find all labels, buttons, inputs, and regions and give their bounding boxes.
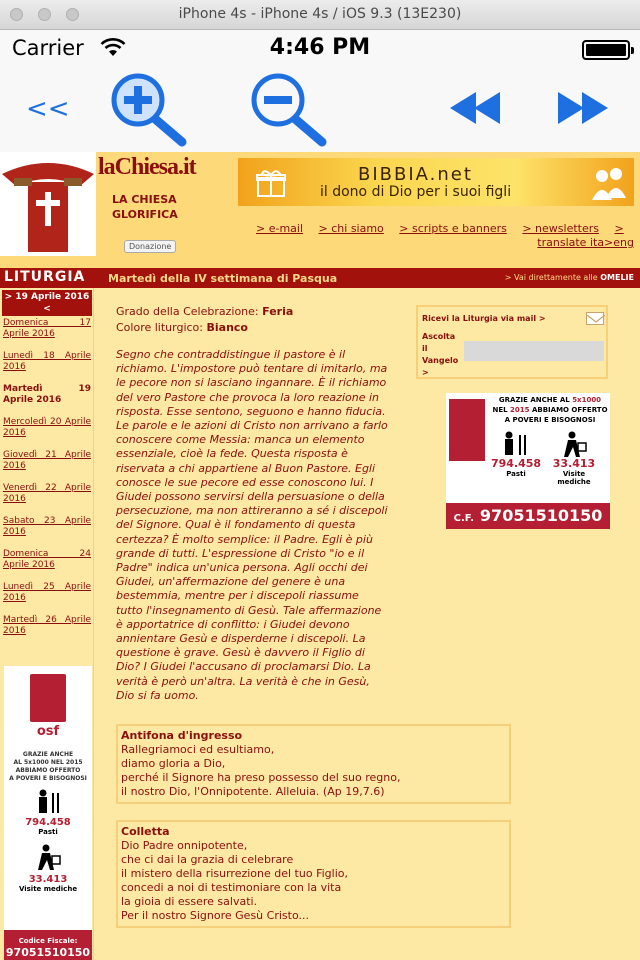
visits-stat <box>546 431 602 486</box>
osf-text <box>4 751 92 783</box>
celebration-grade <box>116 304 388 320</box>
tagline-line-2: GLORIFICA <box>112 208 178 221</box>
zoom-in-icon[interactable] <box>108 72 190 148</box>
osf-line: ABBIAMO OFFERTO <box>15 767 81 774</box>
meal-person-icon <box>34 789 62 813</box>
osf-line: NEL <box>492 406 508 414</box>
web-page <box>0 152 640 960</box>
app-toolbar <box>0 68 640 152</box>
rewind-icon[interactable] <box>450 92 502 124</box>
osf-line-accent: 2015 <box>510 406 530 414</box>
carrier-label: Carrier <box>12 36 84 60</box>
omelie-label: OMELIE <box>600 273 634 282</box>
day-title: Martedì della IV settimana di Pasqua <box>108 272 338 285</box>
day-link[interactable]: Giovedì 21 Aprile 2016 <box>3 450 91 471</box>
meals-stat <box>488 431 544 478</box>
listen-gospel-line: > <box>422 368 429 377</box>
visits-label: Visite mediche <box>557 470 591 486</box>
color-value: Bianco <box>206 321 248 334</box>
banner-subtitle: il dono di Dio per i suoi figli <box>320 184 512 200</box>
current-date[interactable] <box>2 290 92 316</box>
fast-forward-icon[interactable] <box>558 92 610 124</box>
audio-player[interactable] <box>464 341 604 361</box>
brand-title[interactable]: laChiesa.it <box>98 154 196 180</box>
envelope-icon[interactable] <box>586 312 604 325</box>
omelie-link[interactable] <box>505 273 634 282</box>
day-link[interactable]: Lunedì 25 Aprile 2016 <box>3 582 91 603</box>
tagline-line-1: LA CHIESA <box>112 193 177 206</box>
visits-label: Visite mediche <box>18 885 78 893</box>
section-bar <box>0 268 640 288</box>
gift-icon <box>256 168 286 198</box>
listen-gospel-line: Ascolta <box>422 332 456 341</box>
link-translate[interactable]: translate ita>eng <box>537 236 634 249</box>
colletta-text: Dio Padre onnipotente, che ci dai la grazia di celebrare il mistero della risurrezione del tuo Figlio, concedi a noi di testimoniare con la vita la gioia di essere salvati. Per il nostro Signore Gesù Cristo... <box>121 839 348 922</box>
meal-person-icon <box>500 431 530 455</box>
mail-subscription-box <box>416 305 608 379</box>
fiscal-code-label: Codice Fiscale: <box>18 937 78 945</box>
meals-label: Pasti <box>38 828 58 836</box>
link-arrow[interactable]: > <box>614 222 624 235</box>
tagline <box>112 192 178 222</box>
day-current: Martedì 19 Aprile 2016 <box>3 384 91 405</box>
current-date-label: > 19 Aprile 2016 <box>4 292 90 302</box>
osf-banner-right[interactable] <box>446 393 610 529</box>
antifona-title: Antifona d'ingresso <box>121 729 243 742</box>
top-links <box>256 222 640 250</box>
day-link[interactable]: Domenica 24 Aprile 2016 <box>3 549 91 570</box>
listen-gospel-line: Vangelo <box>422 356 459 365</box>
visits-value: 33.413 <box>28 874 68 885</box>
osf-name: osf <box>36 724 60 739</box>
link-email[interactable]: > e-mail <box>256 222 304 235</box>
visits-value: 33.413 <box>552 457 596 470</box>
meals-value: 794.458 <box>490 457 542 470</box>
day-link[interactable]: Sabato 23 Aprile 2016 <box>3 516 91 537</box>
osf-line: ABBIAMO OFFERTO <box>531 406 608 414</box>
bibbia-banner[interactable] <box>238 158 634 206</box>
antifona-box <box>116 724 511 804</box>
day-link[interactable]: Venerdì 22 Aprile 2016 <box>3 483 91 504</box>
back-button[interactable]: << <box>26 94 70 124</box>
antifona-text: Rallegriamoci ed esultiamo, diamo gloria a Dio, perché il Signore ha preso possesso del suo regno, il nostro Dio, l'Onnipotente. Alleluia. (Ap 19,7.6) <box>121 743 401 798</box>
day-link[interactable]: Martedì 26 Aprile 2016 <box>3 615 91 636</box>
battery-icon <box>582 40 630 60</box>
children-icon <box>590 164 628 202</box>
reflection-text: Segno che contraddistingue il pastore è il richiamo. L'impostore può tentare di imitarlo, ma le pecore non si lasciano ingannare. È il richiamo del vero Pastore che provoca la loro reazione in risposta. Esse sentono, seguono e hanno fiducia. Le parole e le azioni di Cristo non arrivano a farlo conoscere come Messia: manca un elemento essenziale, cioè la fede. Questa risposta è riservata a chi appartiene al Buon Pastore. Egli conosce le sue pecore ed esse conoscono lui. I Giudei possono servirsi della persuasione o della persecuzione, ma non attireranno a sé i discepoli del Signore. Qual è il fondamento di questa certezza? È molto semplice: il Padre. Egli è più grande di tutti. L'espressione di Cristo "io e il Padre" indica un'unica persona. Agli occhi dei Giudei, un'affermazione del genere è una bestemmia, mentre per i discepoli riassume tutto l'insegnamento di Gesù. Tale affermazione è apportatrice di conflitto: i Giudei devono annientare Gesù e disperderne i discepoli. La questione è grave. Gesù è davvero il Figlio di Dio? I Giudei l'accusano di proclamarsi Dio. La verità è però un'altra. La verità è che in Gesù, Dio si fa uomo. <box>116 348 388 702</box>
zoom-out-icon[interactable] <box>248 72 330 148</box>
listen-gospel-line: il <box>422 344 428 353</box>
osf-line: AL 5x1000 NEL 2015 <box>13 759 83 766</box>
ios-status-bar <box>0 30 640 68</box>
day-link[interactable]: Mercoledì 20 Aprile 2016 <box>3 417 91 438</box>
meals-value: 794.458 <box>25 817 71 828</box>
colletta-title: Colletta <box>121 825 170 838</box>
fiscal-code <box>446 503 610 529</box>
current-date-prev[interactable]: < <box>43 304 51 314</box>
osf-line: GRAZIE ANCHE AL <box>498 396 570 404</box>
donate-button[interactable]: Donazione <box>124 240 176 253</box>
osf-line-accent: 5x1000 <box>572 396 602 404</box>
osf-banner-left[interactable] <box>4 666 92 960</box>
osf-line: A POVERI E BISOGNOSI <box>504 416 596 424</box>
osf-line: GRAZIE ANCHE <box>22 751 74 758</box>
date-sidebar <box>0 288 94 960</box>
mail-title[interactable]: Ricevi la Liturgia via mail > <box>422 314 546 323</box>
simulator-title-bar <box>0 0 640 30</box>
medical-visit-icon <box>34 844 62 870</box>
listen-gospel-link[interactable] <box>422 331 462 379</box>
medical-visit-icon <box>560 431 588 457</box>
osf-line: A POVERI E BISOGNOSI <box>9 775 87 782</box>
fiscal-code-value: 97051510150 <box>5 946 91 959</box>
section-title: LITURGIA <box>4 269 86 285</box>
lachiesa-logo-icon[interactable] <box>0 152 96 256</box>
liturgy-content <box>116 304 388 703</box>
day-link[interactable]: Lunedì 18 Aprile 2016 <box>3 351 91 372</box>
status-time: 4:46 PM <box>269 35 371 60</box>
omelie-prefix: > Vai direttamente alle <box>504 273 598 282</box>
liturgical-color <box>116 320 388 336</box>
fiscal-code-label: C.F. <box>453 513 474 524</box>
grade-label: Grado della Celebrazione: <box>116 305 259 318</box>
fiscal-code <box>4 930 92 960</box>
fiscal-code-value: 97051510150 <box>479 506 603 525</box>
grade-value: Feria <box>262 305 294 318</box>
osf-name: osf <box>449 445 468 458</box>
banner-title: BIBBIA.net <box>358 164 473 185</box>
osf-banner-text <box>492 395 608 425</box>
day-list <box>3 318 91 648</box>
link-chi-siamo[interactable]: > chi siamo <box>318 222 384 235</box>
link-scripts-banners[interactable]: > scripts e banners <box>399 222 507 235</box>
colletta-box <box>116 820 511 928</box>
site-header <box>0 152 640 268</box>
simulator-title: iPhone 4s - iPhone 4s / iOS 9.3 (13E230) <box>178 6 462 22</box>
osf-logo-icon <box>30 674 66 722</box>
meals-label: Pasti <box>506 470 526 478</box>
link-newsletters[interactable]: > newsletters <box>522 222 599 235</box>
day-link[interactable]: Domenica 17 Aprile 2016 <box>3 318 91 339</box>
color-label: Colore liturgico: <box>116 321 203 334</box>
